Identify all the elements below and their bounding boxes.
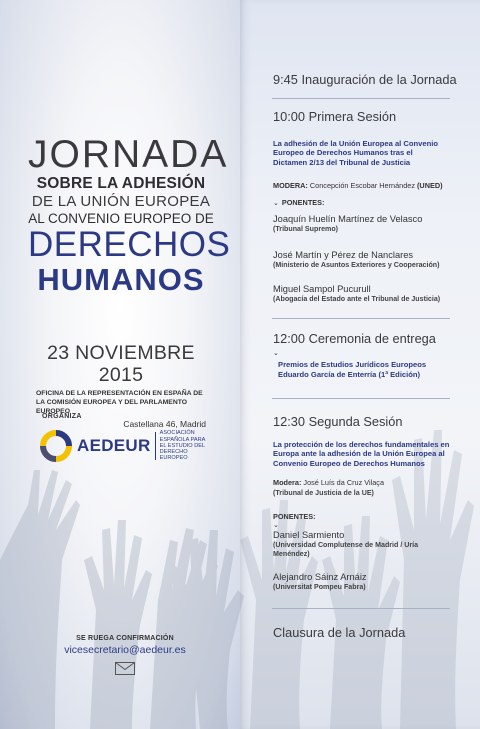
title-jornada: JORNADA	[28, 133, 229, 176]
speaker-affiliation: (Universidad Complutense de Madrid / Uría Menéndez)	[273, 541, 419, 558]
award-line2: Eduardo García de Enterría (1ª Edición)	[278, 370, 421, 379]
speaker-name: José Martín y Pérez de Nanclares	[273, 250, 414, 260]
speaker-item	[273, 250, 473, 270]
aedeur-logo	[38, 428, 212, 464]
logo-divider	[155, 432, 156, 460]
title-humanos: HUMANOS	[37, 262, 205, 297]
aedeur-logo-ring-icon	[38, 428, 74, 464]
session2-title: 12:30 Segunda Sesión	[273, 414, 403, 429]
event-venue: OFICINA DE LA REPRESENTACIÓN EN ESPAÑA DE LA COMISIÓN EUROPEA Y DEL PARLAMENTO EUROPEO	[36, 390, 203, 415]
moderator-name: José Luís da Cruz Vilaça	[303, 478, 385, 487]
speaker-item	[273, 530, 423, 559]
divider	[272, 98, 450, 99]
session1-title: 10:00 Primera Sesión	[273, 109, 397, 124]
award-line1: Premios de Estudios Jurídicos Europeos	[278, 360, 427, 369]
divider	[272, 398, 450, 399]
chevron-down-icon: ⌄	[273, 200, 279, 207]
organizer-subtitle: ASOCIACIÓN ESPAÑOLA PARA EL ESTUDIO DEL DERECHO EUROPEO	[159, 430, 206, 462]
event-title	[28, 133, 231, 297]
moderator-label: Modera:	[273, 478, 302, 487]
speaker-item	[273, 572, 473, 592]
session2-chevron	[273, 520, 473, 530]
divider	[272, 608, 450, 609]
session2-moderator	[273, 478, 473, 487]
rsvp-block	[40, 635, 210, 675]
speaker-affiliation: (Ministerio de Asuntos Exteriores y Cooperación)	[273, 261, 440, 269]
title-union: DE LA UNIÓN EUROPEA	[31, 193, 211, 210]
speaker-name: Miguel Sampol Pucurull	[273, 284, 371, 294]
moderator-name: Concepción Escobar Hernández	[309, 181, 415, 190]
session1-speakers-label	[273, 198, 473, 208]
speaker-item	[273, 214, 473, 234]
moderator-label: MODERA:	[273, 181, 308, 190]
rsvp-label: SE RUEGA CONFIRMACIÓN	[76, 635, 174, 642]
ceremony-chevron	[273, 348, 473, 358]
speaker-affiliation: (Tribunal Supremo)	[273, 225, 339, 233]
moderator-affiliation: (UNED)	[417, 181, 443, 190]
divider	[272, 318, 450, 319]
speaker-name: Alejandro Sáinz Arnáiz	[273, 572, 367, 582]
speakers-label: PONENTES:	[281, 198, 325, 207]
session1-topic: La adhesión de la Unión Europea al Convenio Europeo de Derechos Humanos tras el Dictamen 2/13 del Tribunal de Justicia	[273, 139, 438, 167]
speaker-name: Daniel Sarmiento	[273, 530, 345, 540]
speaker-item	[273, 284, 473, 304]
chevron-down-icon: ⌄	[273, 522, 279, 529]
moderator-affiliation: (Tribunal de Justicia de la UE)	[273, 489, 374, 497]
program-opening: 9:45 Inauguración de la Jornada	[273, 72, 457, 87]
title-sobre: SOBRE LA ADHESIÓN	[36, 175, 206, 192]
title-derechos: DERECHOS	[28, 225, 231, 264]
envelope-icon[interactable]	[115, 662, 135, 675]
program-closing: Clausura de la Jornada	[273, 625, 406, 640]
event-address: Castellana 46, Madrid	[123, 419, 206, 429]
speaker-name: Joaquín Huelín Martínez de Velasco	[273, 214, 423, 224]
rsvp-email-link[interactable]: vicesecretario@aedeur.es	[64, 644, 186, 656]
title-convenio: AL CONVENIO EUROPEO DE	[28, 211, 214, 226]
speaker-affiliation: (Universitat Pompeu Fabra)	[273, 583, 366, 591]
chevron-down-icon: ⌄	[273, 350, 279, 357]
ceremony-title: 12:00 Ceremonia de entrega	[273, 331, 436, 346]
speakers-label: PONENTES:	[273, 512, 316, 521]
event-date: 23 NOVIEMBRE 2015	[47, 342, 195, 386]
session1-moderator	[273, 181, 473, 190]
organizer-name: AEDEUR	[77, 436, 151, 455]
speaker-affiliation: (Abogacía del Estado ante el Tribunal de Justicia)	[273, 295, 441, 303]
organizer-label: ORGANIZA	[42, 413, 82, 420]
session2-topic: La protección de los derechos fundamentales en Europa ante la adhesión de la Unión Europea al Convenio Europeo de Derechos Humanos	[273, 440, 450, 468]
